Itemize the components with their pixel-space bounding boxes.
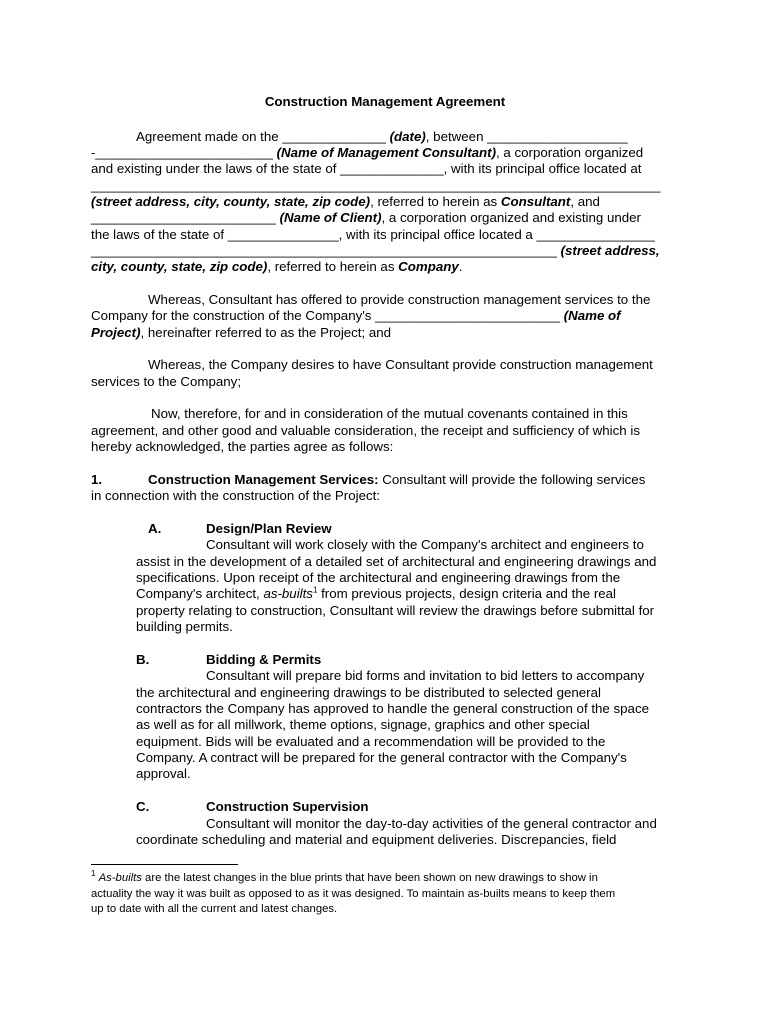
section-1-number: 1.: [91, 472, 103, 487]
footnote-divider: [91, 864, 238, 865]
section-1-heading: Construction Management Services:: [148, 472, 379, 487]
subsection-b-heading: Bidding & Permits: [206, 652, 322, 667]
footnote-reference[interactable]: 1: [312, 585, 318, 595]
document-page: Construction Management Agreement Agreement made on the ______________ (date), between ___________________ -________________________ (Name of Management Consultant), a corporation organized and existing under the laws of the state of ______________, with its principal office located at _____________________________________________________________________________ (street address, city, county, state, zip code), referred to herein as Consultant, and _________________________ (Name of Client), a corporation organized and existing under the laws of the state of _______________, with its principal office located a ________________ _______________________________________________________________ (street address, city, county, state, zip code), referred to herein as Company. Whereas, Consultant has offered to provide construction management services to the Company for the construction of the Company's _________________________ (Name of Project), hereinafter referred to as the Project; and Whereas, the Company desires to have Consultant provide construction management services to the Company; Now, therefore, for and in consideration of the mutual covenants contained in this agreement, and other good and valuable consideration, the receipt and sufficiency of which is hereby acknowledged, the parties agree as follows: 1. Construction Management Services: Consultant will provide the following services in connection with the construction of the Project: A. Design/Plan Review Consultant will work closely with the Company's architect and engineers to assist in the development of a detailed set of architectural and engineering drawings and specifications. Upon receipt of the architectural and engineering drawings from the Company's architect, as-builts$^1$ from previous projects, design criteria and the real property relating to construction, Consultant will review the drawings before submittal for building permits. B. Bidding & Permits Consultant will prepare bid forms and invitation to bid letters to accompany the architectural and engineering drawings to be distributed to selected general contractors the Company has approved to handle the general construction of the space as well as for all millwork, theme options, signage, graphics and other special equipment. Bids will be evaluated and a recommendation will be provided to the Company. A contract will be prepared for the general contractor with the Company's approval. C. Construction Supervision Consultant will monitor the day-to-day activities of the general contractor and coordinate scheduling and material and equipment deliveries. Discrepancies, field $^1$ As-builts are the latest changes in the blue prints that have been shown on new drawings to show in actuality the way it was built as opposed to as it was designed. To maintain as-builts means to keep them up to date with all the current and latest changes.: [0, 0, 770, 1024]
subsection-a-heading: Design/Plan Review: [206, 521, 332, 536]
document-title: Construction Management Agreement: [264, 94, 506, 109]
subsection-c-heading: Construction Supervision: [206, 799, 369, 814]
footnote-mark: 1: [91, 869, 96, 879]
